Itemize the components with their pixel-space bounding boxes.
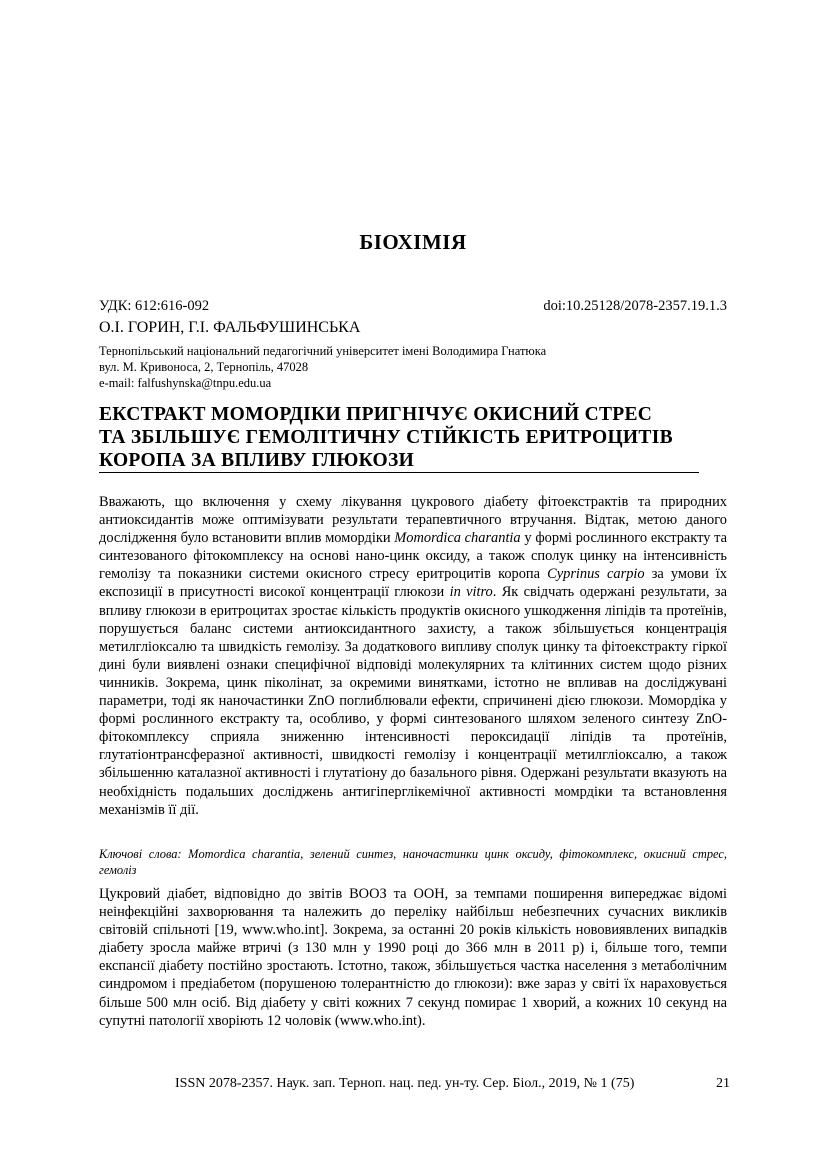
affiliation-institution: Тернопільський національний педагогічний університет імені Володимира Гнатюка: [99, 344, 547, 358]
article-title: [99, 403, 699, 472]
authors: О.І. ГОРИН, Г.І. ФАЛЬФУШИНСЬКА: [99, 319, 361, 336]
udk-code: УДК: 612:616-092: [99, 298, 210, 314]
in-vitro-term: in vitro: [449, 584, 493, 601]
abstract: [99, 493, 727, 819]
page-number: 21: [716, 1076, 730, 1091]
abstract-text: у формі рослинного екстракту та синтезованого фітокомплексу на основі нано-цинк оксиду, а також сполук цинку на інтенсивність гемолізу та показники системи окисного стресу еритроцитів коропа: [99, 530, 728, 583]
article-title-line: ТА ЗБІЛЬШУЄ ГЕМОЛІТИЧНУ СТІЙКІСТЬ ЕРИТРОЦИТІВ: [99, 427, 673, 448]
section-title: БІОХІМІЯ: [359, 230, 467, 254]
abstract-text: за умови їх експозиції в присутності високої концентрації глюкози: [99, 566, 727, 601]
affiliation-address: вул. М. Кривоноса, 2, Тернопіль, 47028: [99, 360, 309, 374]
species-name: Cyprinus carpio: [547, 566, 645, 583]
title-underline: [99, 472, 699, 473]
introduction-paragraph: Цукровий діабет, відповідно до звітів ВООЗ та ООН, за темпами поширення випереджає відомі неінфекційні захворювання та належить до переліку найбільш небезпечних сучасних викликів світовій спільноті [19, www.who.int]. Зокрема, за останні 20 років кількість нововиявлених випадків діабету зросла майже втричі (з 130 млн у 1990 році до 366 млн в 2011 р) і, більше того, темпи експансії діабету постійно зростають. Істотно, також, збільшується частка населення з метаболічним синдромом і предіабетом (порушеною толерантністю до глюкози): вже зараз у світі їх нараховується більше 500 млн осіб. Від діабету у світі кожних 7 секунд помирає 1 хворий, а кожних 10 секунд на супутні патології хворіють 12 чоловік (www.who.int).: [99, 886, 727, 1029]
journal-footer: ISSN 2078-2357. Наук. зап. Терноп. нац. пед. ун-ту. Сер. Біол., 2019, № 1 (75): [175, 1076, 635, 1091]
article-title-line: ЕКСТРАКТ МОМОРДІКИ ПРИГНІЧУЄ ОКИСНИЙ СТРЕС: [99, 404, 653, 425]
doi: doi:10.25128/2078-2357.19.1.3: [543, 298, 727, 314]
affiliation: [99, 343, 546, 391]
article-title-line: КОРОПА ЗА ВПЛИВУ ГЛЮКОЗИ: [99, 450, 415, 471]
affiliation-email: e-mail: falfushynska@tnpu.edu.ua: [99, 376, 272, 390]
species-name: Momordica charantia: [394, 530, 521, 547]
keywords: Ключові слова: Momordica charantia, зелений синтез, наночастинки цинк оксиду, фітокомплекс, окисний стрес, гемоліз: [99, 847, 727, 877]
abstract-text: . Як свідчать одержані результати, за впливу глюкози в еритроцитах зростає кількість продуктів окисного ушкодження ліпідів та протеїнів, порушується баланс системи антиоксидантного захисту, а також збільшується концентрація метилгліоксалю та швидкість гемолізу. За додаткового випливу сполук цинку та фітоекстракту гіркої дині були виявлені ознаки специфічної відповіді молекулярних та клітинних систем щодо різних чинників. Зокрема, цинк піколінат, за окремими винятками, істотно не впливав на досліджувані параметри, тоді як наночастинки ZnO поглиблювали ефекти, спричинені дією глюкози. Момордіка у формі рослинного екстракту та, особливо, у формі синтезованого шляхом зеленого синтезу ZnO-фітокомплексу сприяла зниженню інтенсивності пероксидації ліпідів та протеїнів, глутатіонтрансферазної активності, швидкості гемолізу і концентрації метилгліоксалю, а також збільшенню каталазної активності і глутатіону до базального рівня. Одержані результати вказують на необхідність подальших досліджень антигіперглікемічної активності момрдіки та встановлення механізмів її дії.: [99, 584, 727, 818]
abstract-text: Вважають, що включення у схему лікування цукрового діабету фітоекстрактів та природних антиоксидантів може оптимізувати результати терапевтичного втручання. Відтак, метою даного дослідження було встановити вплив момордіки: [99, 494, 727, 547]
